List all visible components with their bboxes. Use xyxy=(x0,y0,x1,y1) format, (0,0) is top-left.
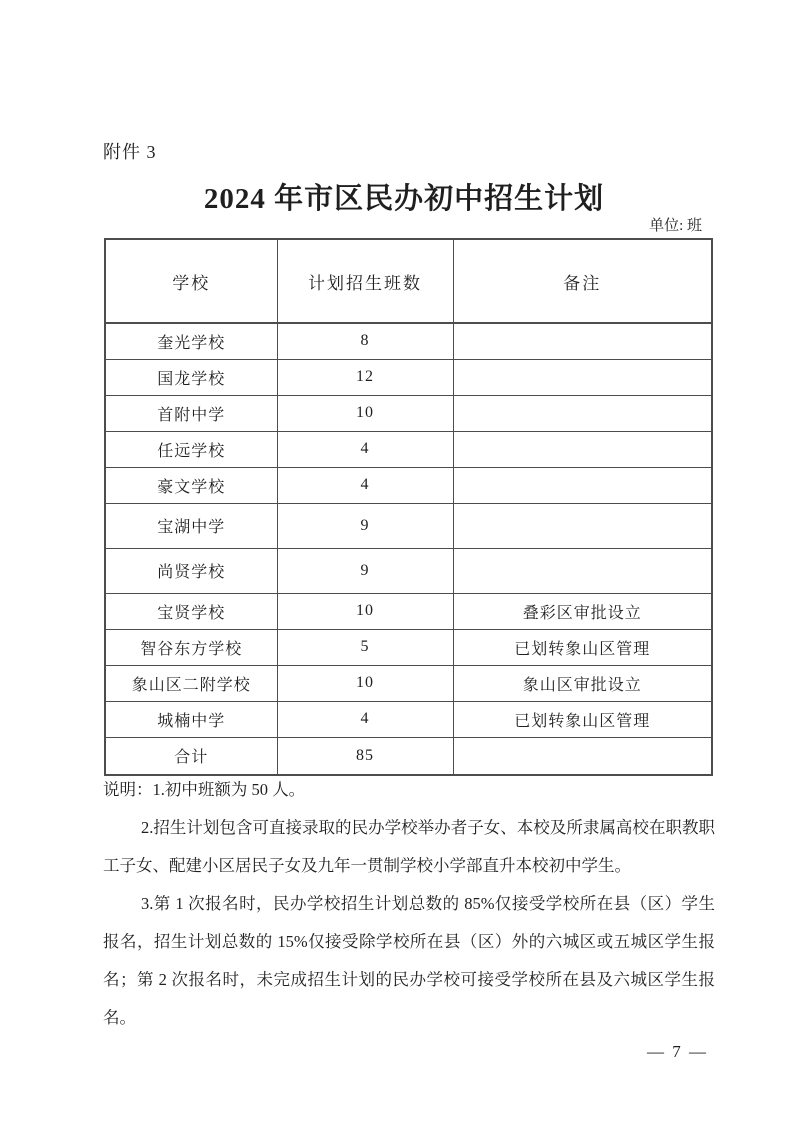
cell-school: 城楠中学 xyxy=(105,701,277,737)
cell-remarks xyxy=(453,431,712,467)
cell-planned-classes: 10 xyxy=(277,395,453,431)
cell-school: 象山区二附学校 xyxy=(105,665,277,701)
cell-remarks: 已划转象山区管理 xyxy=(453,629,712,665)
cell-school: 首附中学 xyxy=(105,395,277,431)
cell-planned-classes: 4 xyxy=(277,431,453,467)
page-title: 2024 年市区民办初中招生计划 xyxy=(203,183,605,215)
cell-school: 尚贤学校 xyxy=(105,548,277,593)
cell-planned-classes: 5 xyxy=(277,629,453,665)
cell-remarks xyxy=(453,737,712,775)
cell-remarks xyxy=(453,548,712,593)
table-row xyxy=(105,701,712,737)
table-row xyxy=(105,629,712,665)
cell-planned-classes: 10 xyxy=(277,593,453,629)
cell-school: 宝贤学校 xyxy=(105,593,277,629)
cell-school: 合计 xyxy=(105,737,277,775)
cell-planned-classes: 8 xyxy=(277,323,453,359)
table-row xyxy=(105,395,712,431)
cell-remarks xyxy=(453,503,712,548)
header-remarks: 备注 xyxy=(453,239,712,323)
cell-remarks: 象山区审批设立 xyxy=(453,665,712,701)
cell-planned-classes: 9 xyxy=(277,548,453,593)
unit-label: 单位: 班 xyxy=(649,218,702,234)
cell-remarks xyxy=(453,395,712,431)
table-row xyxy=(105,737,712,775)
note-line-2: 2.招生计划包含可直接录取的民办学校举办者子女、本校及所隶属高校在职教职工子女、配建小区居民子女及九年一贯制学校小学部直升本校初中学生。 xyxy=(103,818,715,875)
attachment-label: 附件 3 xyxy=(103,142,157,162)
table-header-row xyxy=(105,239,712,323)
cell-remarks xyxy=(453,323,712,359)
table-row xyxy=(105,323,712,359)
cell-school: 任远学校 xyxy=(105,431,277,467)
cell-planned-classes: 12 xyxy=(277,359,453,395)
cell-planned-classes: 4 xyxy=(277,467,453,503)
cell-planned-classes: 4 xyxy=(277,701,453,737)
table-row xyxy=(105,665,712,701)
table-row xyxy=(105,503,712,548)
cell-remarks xyxy=(453,359,712,395)
page-number: — 7 — xyxy=(647,1042,708,1061)
notes-section xyxy=(103,771,715,1037)
cell-school: 宝湖中学 xyxy=(105,503,277,548)
cell-planned-classes: 9 xyxy=(277,503,453,548)
cell-school: 智谷东方学校 xyxy=(105,629,277,665)
note-line-3: 3.第 1 次报名时，民办学校招生计划总数的 85%仅接受学校所在县（区）学生报名，招生计划总数的 15%仅接受除学校所在县（区）外的六城区或五城区学生报名；第 2 次报名时，未完成招生计划的民办学校可接受学校所在县及六城区学生报名。 xyxy=(103,894,715,1027)
header-planned-classes: 计划招生班数 xyxy=(277,239,453,323)
table-row xyxy=(105,467,712,503)
cell-school: 豪文学校 xyxy=(105,467,277,503)
table-row xyxy=(105,431,712,467)
table-row xyxy=(105,593,712,629)
enrollment-plan-table xyxy=(104,238,713,776)
table-row xyxy=(105,359,712,395)
header-school: 学校 xyxy=(105,239,277,323)
cell-planned-classes: 85 xyxy=(277,737,453,775)
cell-remarks: 叠彩区审批设立 xyxy=(453,593,712,629)
cell-school: 国龙学校 xyxy=(105,359,277,395)
cell-planned-classes: 10 xyxy=(277,665,453,701)
table-row xyxy=(105,548,712,593)
note-line-1: 说明：1.初中班额为 50 人。 xyxy=(103,780,306,799)
cell-remarks xyxy=(453,467,712,503)
cell-remarks: 已划转象山区管理 xyxy=(453,701,712,737)
cell-school: 奎光学校 xyxy=(105,323,277,359)
